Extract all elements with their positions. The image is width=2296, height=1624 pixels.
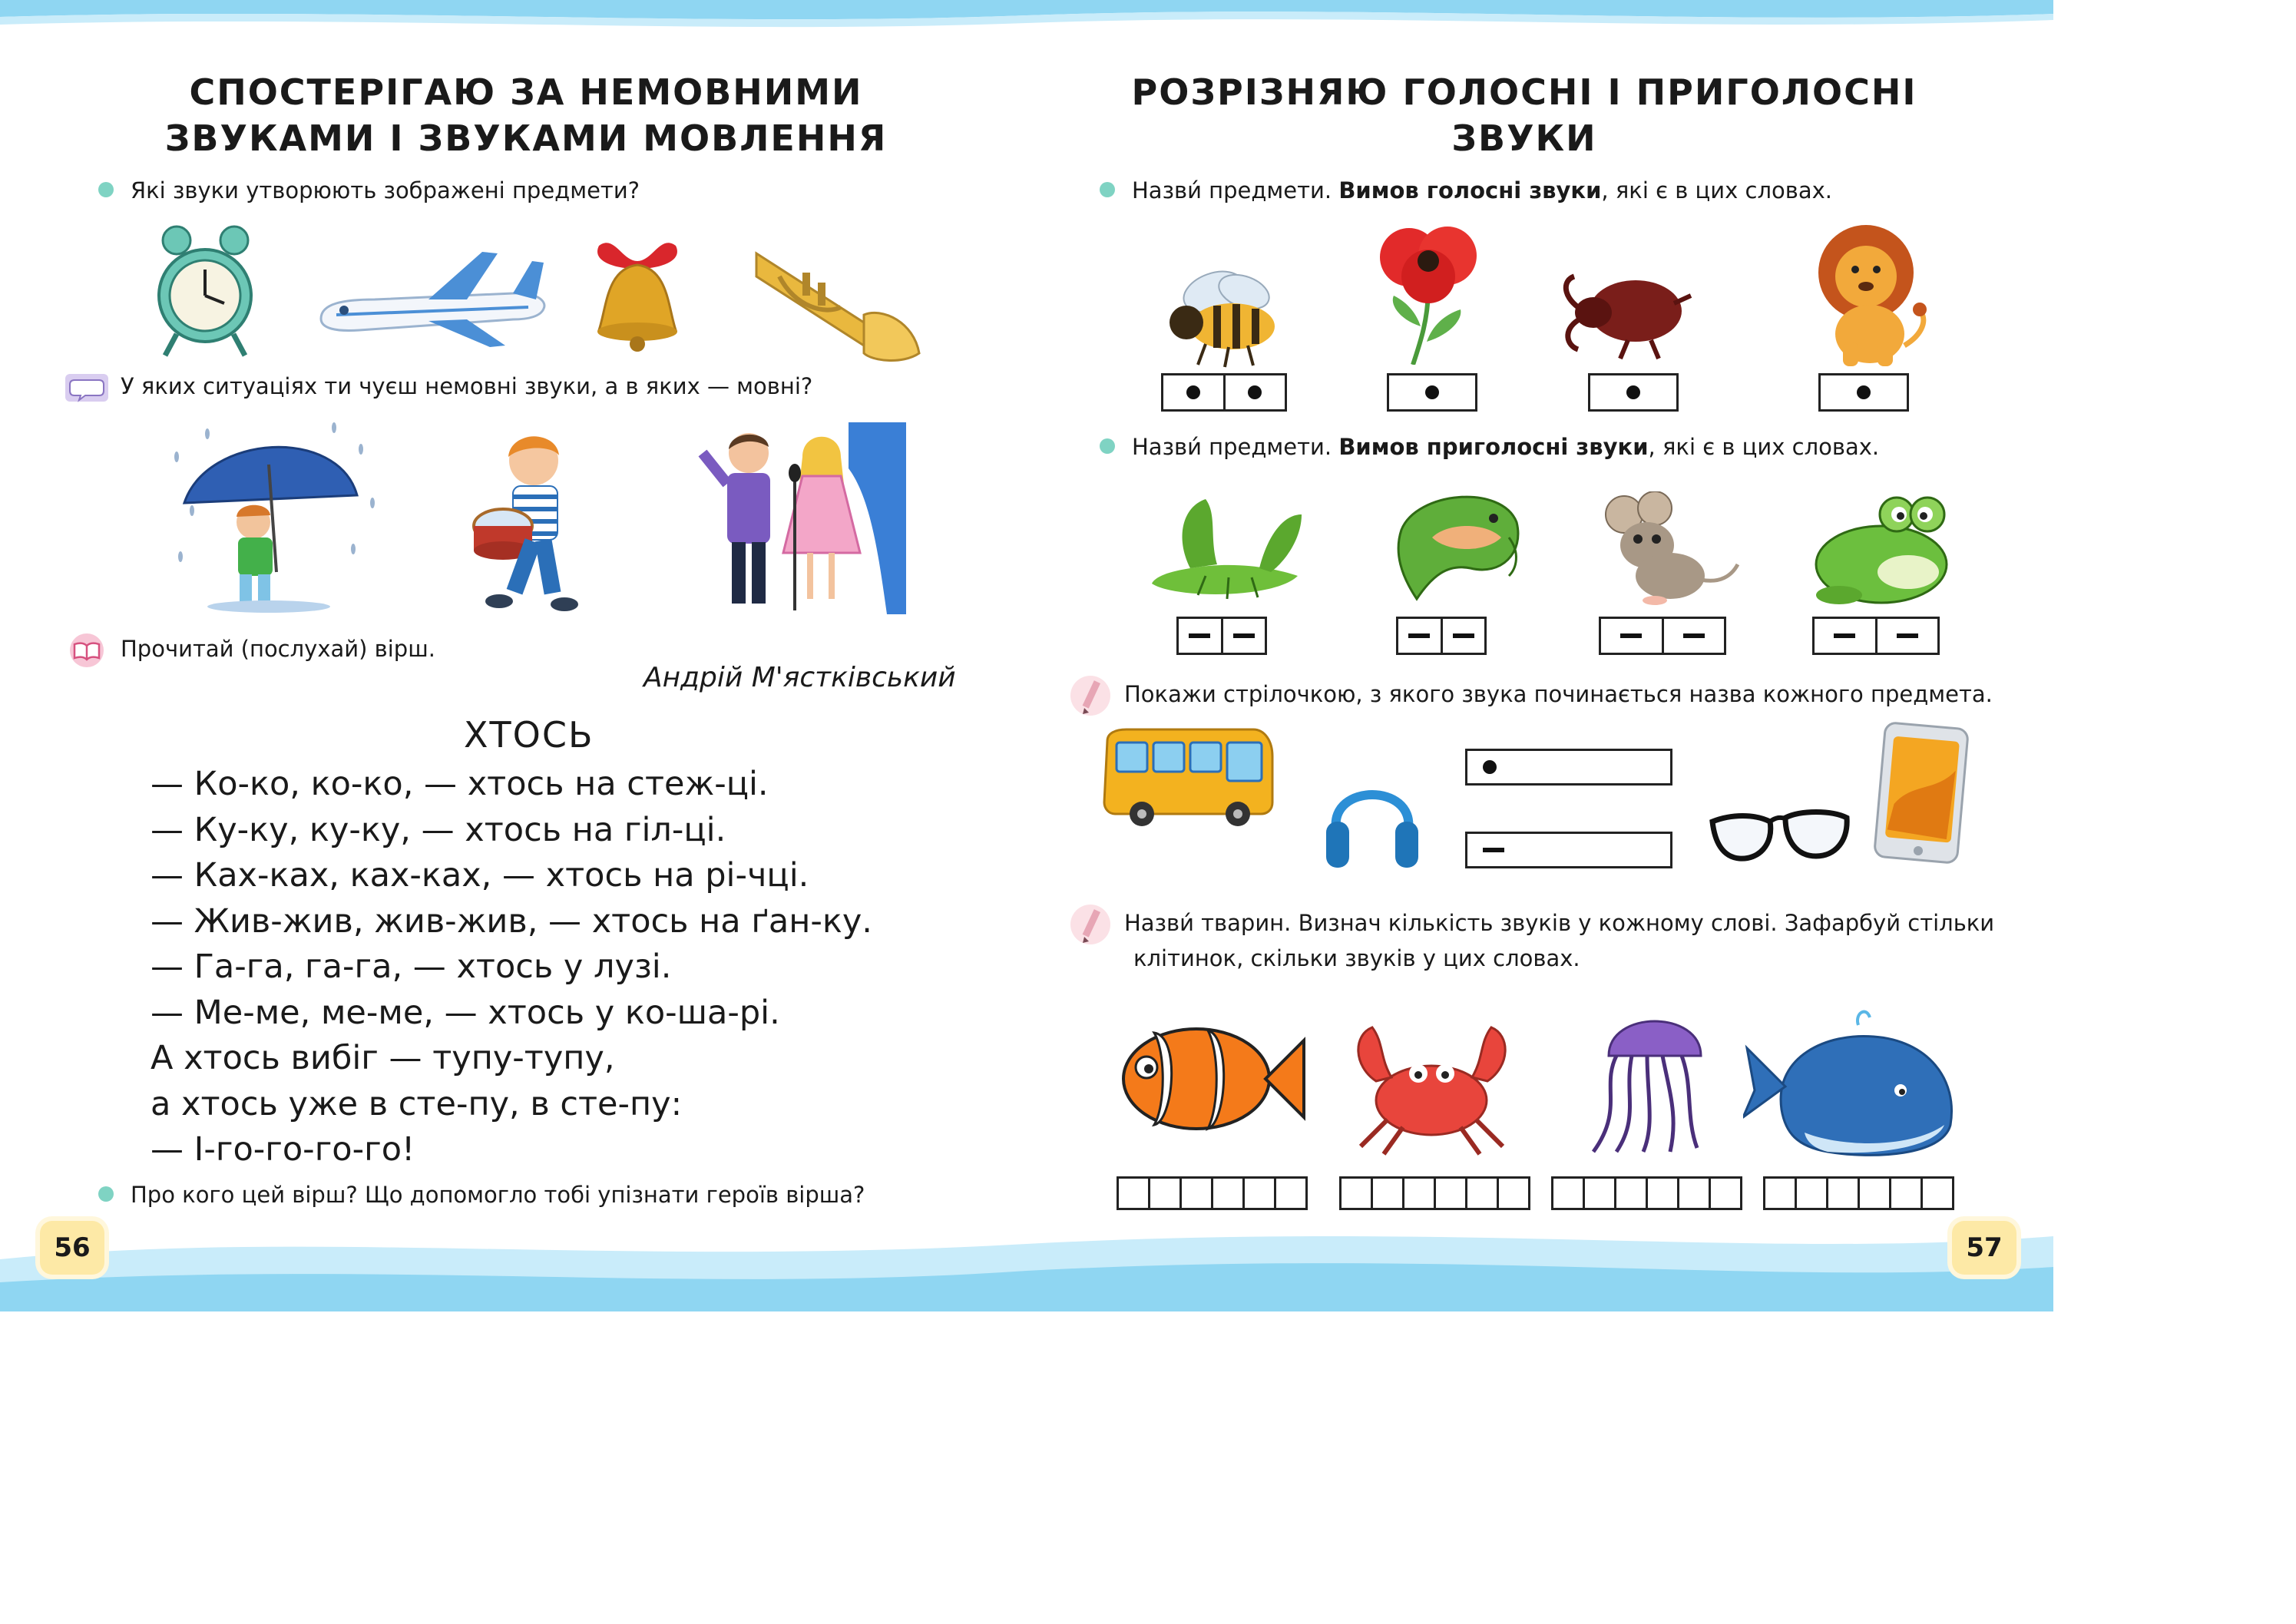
left-task-1-text: Які звуки утворюють зображені предмети? [131,177,640,203]
grid-cell[interactable] [1828,1179,1860,1208]
grid-cell[interactable] [1436,1179,1467,1208]
clownfish-icon [1112,1006,1308,1152]
airplane-icon [313,246,551,353]
sound-cell [1815,619,1877,653]
grid-cell[interactable] [1585,1179,1616,1208]
vowel-dot-icon [1425,385,1439,399]
pencil-icon [1069,903,1112,946]
bell-icon [576,230,699,357]
left-task-4 [98,1179,865,1210]
first-sound-scheme-consonant [1465,832,1672,868]
right-task-4-text-line-2: клітинок, скільки звуків у цих словах. [1133,945,1580,971]
right-task-2-bold: Вимов приголосні звуки [1338,434,1649,460]
right-task-2-text-c: , які є в цих словах. [1648,434,1880,460]
grid-cell[interactable] [1499,1179,1528,1208]
left-task-2-text: У яких ситуаціях ти чуєш немовні звуки, а в яких — мовні? [121,373,813,399]
sound-cell [1590,375,1676,409]
right-task-1 [1100,175,1832,206]
grid-cell[interactable] [1119,1179,1150,1208]
left-task-2 [65,371,812,403]
bullet-dot-icon [1100,438,1115,454]
grid-cell[interactable] [1860,1179,1891,1208]
consonant-dash-icon [1233,633,1255,638]
grid-cell[interactable] [1891,1179,1923,1208]
grid-cell[interactable] [1467,1179,1499,1208]
consonant-scheme-catfish [1396,617,1487,655]
grid-cell[interactable] [1553,1179,1585,1208]
sound-cell [1877,619,1938,653]
beetle-icon [1559,265,1693,361]
left-task-3-text: Прочитай (послухай) вірш. [121,636,435,662]
vowel-dot-icon [1186,385,1200,399]
right-page-title [1121,69,1927,161]
right-task-4-text-line-1: Назви́ тварин. Визнач кількість звуків у кожному слові. Зафарбуй стільки [1124,910,1995,936]
bee-icon [1160,261,1290,369]
grid-cell[interactable] [1648,1179,1679,1208]
bullet-dot-icon [1100,182,1115,197]
sound-cell [1664,619,1725,653]
consonant-dash-icon [1483,848,1504,852]
boy-with-drum-illustration [461,426,599,614]
poem-line: — Ках-ках, ках-ках, — хтось на рі-чці. [151,856,809,895]
smartphone-icon [1874,722,1970,864]
glasses-icon [1709,799,1851,868]
top-wave-decoration [0,0,2053,46]
vowel-dot-icon [1248,385,1262,399]
sound-cell [1163,375,1226,409]
left-task-1 [98,175,640,206]
consonant-dash-icon [1683,633,1705,638]
right-page-number: 57 [1952,1221,2016,1275]
vowel-scheme-bee [1161,373,1287,412]
poem-line: — Ку-ку, ку-ку, — хтось на гіл-ці. [151,810,726,849]
alarm-clock-icon [154,219,257,361]
right-title-line-2: ЗВУКИ [1451,117,1597,159]
consonant-dash-icon [1834,633,1855,638]
sound-cell [1226,375,1285,409]
left-title-line-2: ЗВУКАМИ І ЗВУКАМИ МОВЛЕННЯ [164,117,888,159]
vowel-scheme-poppy [1387,373,1477,412]
left-task-3 [65,633,435,667]
consonant-dash-icon [1408,633,1430,638]
book-icon [65,633,108,667]
crab-icon [1345,1012,1518,1158]
jellyfish-icon [1570,1002,1716,1156]
vowel-scheme-lion [1818,373,1909,412]
bottom-wave-decoration [0,1213,2053,1311]
right-task-2-text-a: Назви́ предмети. [1132,434,1339,460]
sound-count-grid-crab[interactable] [1339,1176,1530,1210]
grid-cell[interactable] [1711,1179,1740,1208]
sound-count-grid-clownfish[interactable] [1117,1176,1308,1210]
right-task-1-text-c: , які є в цих словах. [1601,177,1832,203]
grid-cell[interactable] [1213,1179,1245,1208]
poem-line: — Ме-ме, ме-ме, — хтось у ко-ша-рі. [151,993,780,1032]
poem-author: Андрій М'ястківський [643,662,956,693]
frog-icon [1808,491,1950,607]
headphones-icon [1322,760,1422,875]
grid-cell[interactable] [1404,1179,1436,1208]
first-sound-scheme-vowel [1465,749,1672,786]
sound-cell [1601,619,1664,653]
right-task-1-text-a: Назви́ предмети. [1132,177,1339,203]
catfish-icon [1386,484,1524,607]
grid-cell[interactable] [1797,1179,1828,1208]
grid-cell[interactable] [1342,1179,1373,1208]
speech-bubble-icon [65,372,108,403]
pencil-icon [1069,674,1112,717]
poem-line: а хтось уже в сте-пу, в сте-пу: [151,1084,683,1123]
poppy-flower-icon [1375,219,1482,365]
poem-line: — Ко-ко, ко-ко, — хтось на стеж-ці. [151,765,769,803]
left-task-4-text: Про кого цей вірш? Що допомогло тобі упізнати героїв вірша? [131,1182,865,1208]
right-task-4 [1069,903,1994,946]
grid-cell[interactable] [1923,1179,1952,1208]
lion-icon [1797,219,1931,369]
sound-cell [1389,375,1475,409]
grid-cell[interactable] [1616,1179,1648,1208]
consonant-dash-icon [1620,633,1642,638]
trumpet-icon [749,230,925,369]
left-title-line-1: СПОСТЕРІГАЮ ЗА НЕМОВНИМИ [189,71,863,113]
grid-cell[interactable] [1245,1179,1276,1208]
right-task-1-bold: Вимов голосні звуки [1338,177,1602,203]
consonant-scheme-mouse [1599,617,1726,655]
crayfish-icon [1144,491,1305,607]
sound-cell [1398,619,1443,653]
poem-title: ХТОСЬ [464,714,594,756]
singers-on-stage-illustration [695,422,906,614]
poem-line: — І-го-го-го-го! [151,1130,415,1169]
poem-text [151,762,872,1173]
consonant-dash-icon [1897,633,1918,638]
consonant-scheme-crayfish [1176,617,1267,655]
grid-cell[interactable] [1276,1179,1305,1208]
vowel-dot-icon [1857,385,1871,399]
left-page-number: 56 [40,1221,104,1275]
grid-cell[interactable] [1765,1179,1797,1208]
bus-icon [1100,726,1276,829]
poem-line: — Жив-жив, жив-жив, — хтось на ґан-ку. [151,901,872,941]
mouse-icon [1593,491,1739,607]
bullet-dot-icon [98,1186,114,1202]
consonant-scheme-frog [1812,617,1940,655]
vowel-dot-icon [1483,760,1497,774]
boy-with-umbrella-in-rain-illustration [161,418,384,614]
right-task-3-text: Покажи стрілочкою, з якого звука починається назва кожного предмета. [1124,681,1993,707]
bullet-dot-icon [98,182,114,197]
sound-cell [1443,619,1485,653]
left-page-title [123,69,929,161]
vowel-dot-icon [1626,385,1640,399]
sound-cell [1179,619,1223,653]
right-task-3 [1069,674,1993,717]
grid-cell[interactable] [1182,1179,1213,1208]
grid-cell[interactable] [1373,1179,1404,1208]
sound-cell [1467,751,1670,783]
consonant-dash-icon [1189,633,1210,638]
consonant-dash-icon [1453,633,1474,638]
vowel-scheme-beetle [1588,373,1679,412]
sound-cell [1223,619,1265,653]
sound-count-grid-whale[interactable] [1763,1176,1954,1210]
right-task-2 [1100,432,1879,462]
poem-line: — Га-га, га-га, — хтось у лузі. [151,948,672,986]
sound-cell [1821,375,1907,409]
sound-cell [1467,834,1670,866]
grid-cell[interactable] [1679,1179,1711,1208]
grid-cell[interactable] [1150,1179,1182,1208]
right-title-line-1: РОЗРІЗНЯЮ ГОЛОСНІ І ПРИГОЛОСНІ [1131,71,1917,113]
sound-count-grid-jellyfish[interactable] [1551,1176,1742,1210]
poem-line: А хтось вибіг — тупу-тупу, [151,1039,615,1077]
whale-icon [1743,1002,1962,1163]
